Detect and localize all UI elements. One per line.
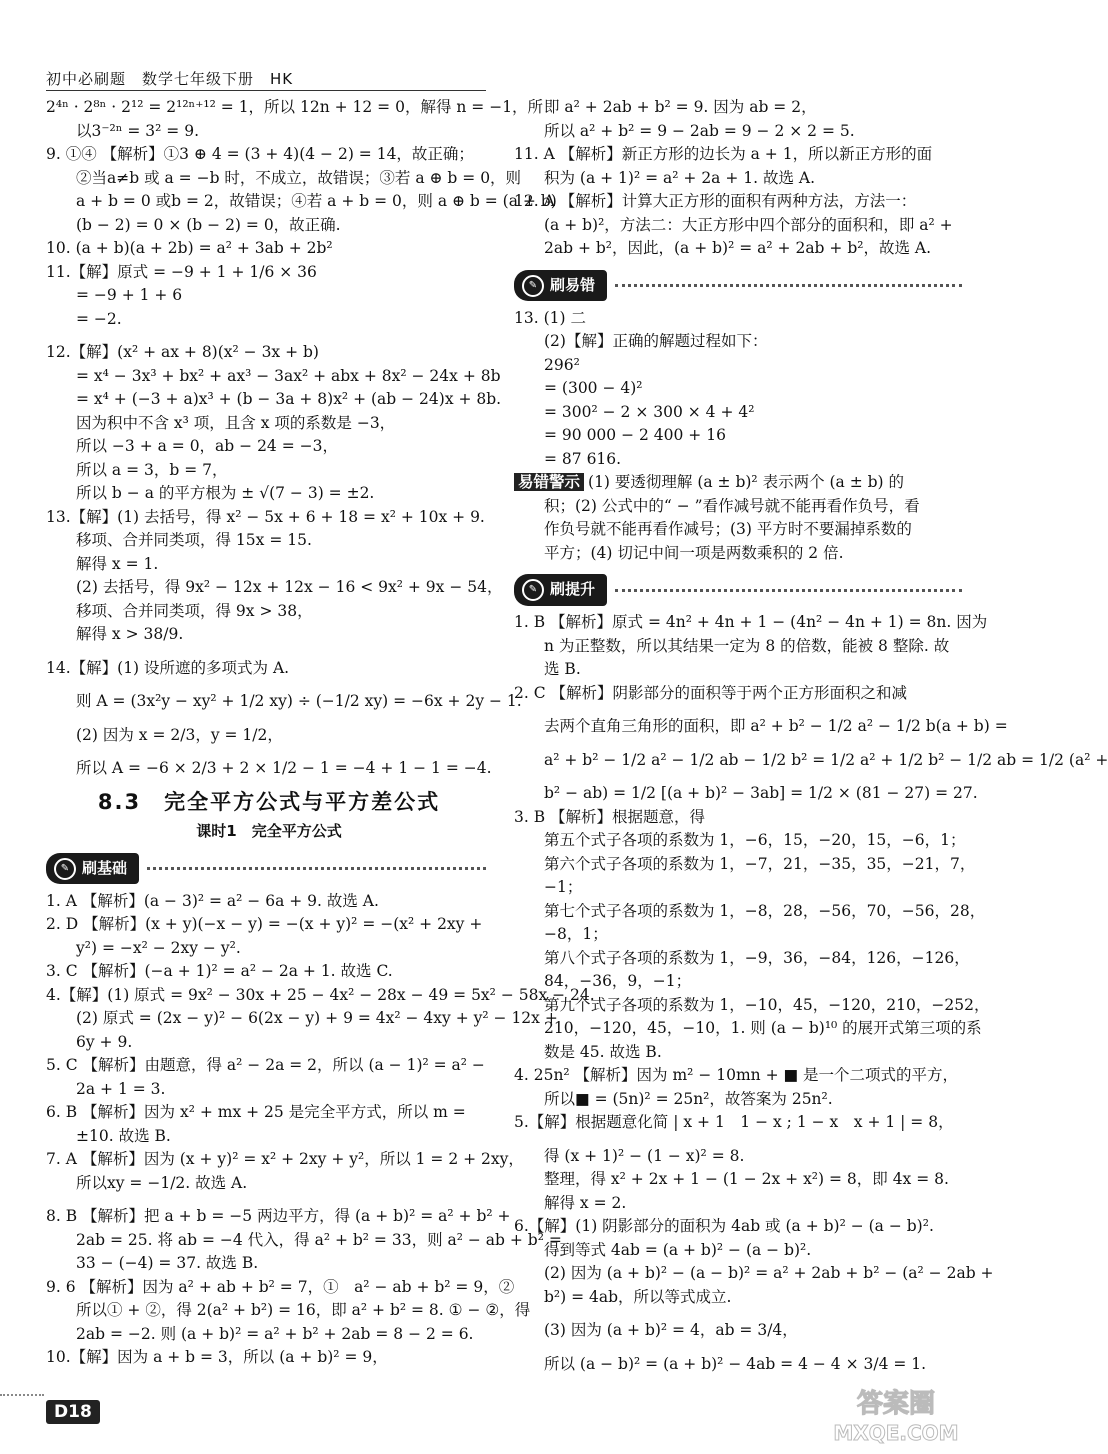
brush-icon: ✎ [522, 579, 544, 601]
text-line: 13. (1) 二 [514, 308, 586, 327]
text-line: 10.【解】因为 a + b = 3，所以 (a + b)² = 9， [46, 1348, 388, 1366]
text-line: 选 B. [544, 660, 581, 678]
text-line: 5.【解】根据题意化简 | x + 1 1 − x ; 1 − x x + 1 | = 8， [514, 1113, 954, 1131]
text-line: 296² [544, 355, 580, 374]
spacer [46, 1195, 492, 1205]
text-line: 14.【解】(1) 设所遮的多项式为 A. [46, 658, 290, 677]
text-line: 数是 45. 故选 B. [544, 1042, 662, 1061]
banner-dots [147, 867, 486, 870]
text-line: 1. A 【解析】(a − 3)² = a² − 6a + 9. 故选 A. [46, 891, 379, 910]
text-line: 9. 6 【解析】因为 a² + ab + b² = 7，① a² − ab + b² = 9，② [46, 1277, 515, 1296]
text-line: 5. C 【解析】由题意，得 a² − 2a = 2，所以 (a − 1)² = a² − [46, 1056, 485, 1074]
banner-badge [514, 270, 607, 302]
text-line: 所以 a = 3，b = 7， [76, 460, 228, 479]
page-number-dots [0, 1394, 44, 1396]
text-line: 移项、合并同类项，得 15x = 15. [76, 531, 312, 549]
text-line: 得到等式 4ab = (a + b)² − (a − b)². [544, 1240, 812, 1259]
banner-dots [615, 589, 962, 592]
watermark-logo [806, 1382, 986, 1448]
text-line: 积；(2) 公式中的“ − ”看作减号就不能再看作负号，看 [544, 496, 920, 515]
text-line: ±10. 故选 B. [76, 1126, 171, 1145]
text-line: 2ab + b²，因此，(a + b)² = a² + 2ab + b²，故选 A. [544, 239, 932, 257]
text-line: 第九个式子各项的系数为 1，−10，45，−120，210，−252， [544, 995, 990, 1014]
text-line: 2. C 【解析】阴影部分的面积等于两个正方形面积之和减 [514, 683, 908, 702]
text-line: 8. B 【解析】把 a + b = −5 两边平方，得 (a + b)² = a² + b² + [46, 1207, 511, 1225]
text-line: (2) 因为 (a + b)² − (a − b)² = a² + 2ab + b² − (a² − 2ab + [544, 1264, 994, 1282]
spacer [46, 747, 492, 757]
text-line: 2a + 1 = 3. [76, 1079, 166, 1098]
text-line: 12.【解】(x² + ax + 8)(x² − 3x + b) [46, 343, 319, 361]
text-line: (3) 因为 (a + b)² = 4，ab = 3/4， [544, 1321, 798, 1339]
text-line: 6y + 9. [76, 1032, 133, 1051]
text-line: 第五个式子各项的系数为 1，−6，15，−20，15，−6，1； [544, 831, 966, 849]
text-line: 所以 −3 + a = 0，ab − 24 = −3， [76, 437, 338, 455]
text-line: 所以① + ②，得 2(a² + b²) = 16，即 a² + b² = 8. ① − ②，得 [76, 1301, 531, 1319]
banner-label: 刷易错 [550, 275, 596, 294]
text-line: 解得 x > 38/9. [76, 625, 184, 643]
text-line: 移项、合并同类项，得 9x > 38， [76, 601, 313, 620]
text-line: 4.【解】(1) 原式 = 9x² − 30x + 25 − 4x² − 28x − 49 = 5x² − 58x − 24. [46, 985, 595, 1004]
spacer [46, 647, 492, 657]
text-line: 2. D 【解析】(x + y)(−x − y) = −(x + y)² = −(x² + 2xy + [46, 915, 483, 933]
text-line: 1. B 【解析】原式 = 4n² + 4n + 1 − (4n² − 4n + 1) = 8n. 因为 [514, 613, 988, 631]
warning-tag: 易错警示 [514, 473, 584, 491]
text-line: 6.【解】(1) 阴影部分的面积为 4ab 或 (a + b)² − (a − b)². [514, 1217, 934, 1235]
banner-dots [615, 284, 962, 287]
text-line: = −9 + 1 + 6 [76, 286, 183, 304]
spacer [514, 739, 968, 749]
banner-badge [514, 574, 607, 606]
svg-text:答案圈: 答案圈 [856, 1389, 936, 1419]
text-line: 3. C 【解析】(−a + 1)² = a² − 2a + 1. 故选 C. [46, 962, 393, 980]
text-line: 2ab = 25. 将 ab = −4 代入，得 a² + b² = 33，则 a² − ab + b² = [76, 1230, 562, 1249]
text-line: (b − 2) = 0 × (b − 2) = 0，故正确. [76, 215, 341, 234]
section-banner [514, 269, 968, 303]
banner-label: 刷基础 [82, 858, 128, 877]
text-line: = −2. [76, 309, 122, 328]
spacer [514, 1135, 968, 1145]
text-line: b²) = 4ab，所以等式成立. [544, 1287, 732, 1306]
section-title: 8.3 完全平方公式与平方差公式 [97, 789, 441, 814]
spacer [514, 772, 968, 782]
section-banner [46, 852, 492, 886]
section-banner [514, 573, 968, 607]
spacer [514, 705, 968, 715]
text-line: 13.【解】(1) 去括号，得 x² − 5x + 6 + 18 = x² + 10x + 9. [46, 507, 485, 526]
text-line: −1； [544, 878, 583, 896]
text-line: a² + b² − 1/2 a² − 1/2 ab − 1/2 b² = 1/2 a² + 1/2 b² − 1/2 ab = 1/2 (a² + [544, 750, 1108, 769]
warning-line [514, 471, 968, 495]
text-line: (a + b)²，方法二：大正方形中四个部分的面积和，即 a² + [544, 215, 953, 234]
text-line: (2) 原式 = (2x − y)² − 6(2x − y) + 9 = 4x² − 4xy + y² − 12x + [76, 1009, 558, 1027]
text-line: 33 − (−4) = 37. 故选 B. [76, 1254, 259, 1272]
text-line: 所以 (a − b)² = (a + b)² − 4ab = 4 − 4 × 3/4 = 1. [544, 1354, 927, 1373]
text-line: 所以xy = −1/2. 故选 A. [76, 1173, 248, 1192]
lesson-title: 课时1 完全平方公式 [196, 822, 342, 840]
text-line: 第六个式子各项的系数为 1，−7，21，−35，35，−21，7， [544, 854, 976, 873]
text-line: 以3⁻²ⁿ = 3² = 9. [76, 121, 200, 140]
text-line: = x⁴ + (−3 + a)x³ + (b − 3a + 8)x² + (ab − 24)x + 8b. [76, 390, 502, 408]
banner-label: 刷提升 [550, 580, 596, 599]
text-line: 解得 x = 2. [544, 1193, 627, 1212]
text-line: a + b = 0 或b = 2，故错误；④若 a + b = 0，则 a ⊕ b = (a + b) [76, 192, 557, 210]
text-line: 2⁴ⁿ · 2⁸ⁿ · 2¹² = 2¹²ⁿ⁺¹² = 1，所以 12n + 12 = 0，解得 n = −1，所 [46, 98, 544, 116]
text-line: b² − ab) = 1/2 [(a + b)² − 3ab] = 1/2 × (81 − 27) = 27. [544, 784, 978, 802]
brush-icon: ✎ [522, 275, 544, 297]
text-line: (2) 因为 x = 2/3，y = 1/2， [76, 725, 283, 744]
text-line: 210，−120，45，−10，1. 则 (a − b)¹⁰ 的展开式第三项的系 [544, 1019, 982, 1037]
right-column [514, 96, 1108, 1376]
text-line: 去两个直角三角形的面积，即 a² + b² − 1/2 a² − 1/2 b(a + b) = [544, 717, 1008, 735]
text-line: = 300² − 2 × 300 × 4 + 4² [544, 402, 755, 421]
page-number: D18 [46, 1400, 100, 1424]
text-line: 作负号就不能再看作减号；(3) 平方时不要漏掉系数的 [544, 520, 912, 538]
text-line: −8，1； [544, 925, 608, 943]
text-line: (2)【解】正确的解题过程如下： [544, 332, 768, 350]
text-line: 11.【解】原式 = −9 + 1 + 1/6 × 36 [46, 262, 317, 281]
text-line: ②当a≠b 或 a = −b 时，不成立，故错误；③若 a ⊕ b = 0，则 [76, 168, 522, 187]
text-line: 因为积中不含 x³ 项，且含 x 项的系数是 −3， [76, 413, 396, 432]
warning-text: (1) 要透彻理解 (a ± b)² 表示两个 (a ± b) 的 [588, 473, 905, 491]
text-line: 整理，得 x² + 2x + 1 − (1 − 2x + x²) = 8，即 4x = 8. [544, 1170, 949, 1188]
text-line: 得 (x + 1)² − (1 − x)² = 8. [544, 1146, 745, 1165]
text-line: 所以■ = (5n)² = 25n²，故答案为 25n². [544, 1089, 833, 1108]
text-line: = 87 616. [544, 449, 622, 468]
text-line: = 90 000 − 2 400 + 16 [544, 426, 726, 444]
text-line: 6. B 【解析】因为 x² + mx + 25 是完全平方式，所以 m = [46, 1103, 466, 1121]
spacer [514, 1309, 968, 1319]
text-line: 解得 x = 1. [76, 554, 159, 573]
page-header: 初中必刷题 数学七年级下册 HK [46, 70, 294, 88]
text-line: 积为 (a + 1)² = a² + 2a + 1. 故选 A. [544, 168, 816, 187]
text-line: (2) 去括号，得 9x² − 12x + 12x − 16 < 9x² + 9x − 54， [76, 578, 503, 596]
text-line: = (300 − 4)² [544, 379, 643, 397]
text-line: 所以 b − a 的平方根为 ± √(7 − 3) = ±2. [76, 484, 375, 502]
text-line: 第七个式子各项的系数为 1，−8，28，−56，70，−56，28， [544, 901, 986, 920]
text-line: n 为正整数，所以其结果一定为 8 的倍数，能被 8 整除. 故 [544, 636, 950, 655]
header-rule [46, 90, 486, 91]
text-line: 第八个式子各项的系数为 1，−9，36，−84，126，−126， [544, 948, 970, 967]
text-line: 12. A 【解析】计算大正方形的面积有两种方法，方法一： [514, 192, 917, 210]
text-line: 2ab = −2. 则 (a + b)² = a² + b² + 2ab = 8 − 2 = 6. [76, 1324, 474, 1343]
text-line: 7. A 【解析】因为 (x + y)² = x² + 2xy + y²，所以 1 = 2 + 2xy， [46, 1150, 524, 1168]
text-line: 10. (a + b)(a + 2b) = a² + 3ab + 2b² [46, 239, 333, 257]
text-line: 所以 a² + b² = 9 − 2ab = 9 − 2 × 2 = 5. [544, 121, 855, 140]
spacer [46, 714, 492, 724]
text-line: 9. ①④ 【解析】①3 ⊕ 4 = (3 + 4)(4 − 2) = 14，故正确； [46, 145, 474, 163]
spacer [46, 680, 492, 690]
text-line: 平方；(4) 切记中间一项是两数乘积的 2 倍. [544, 543, 844, 562]
spacer [46, 331, 492, 341]
text-line: 84，−36，9，−1； [544, 972, 692, 990]
text-line: 11. A 【解析】新正方形的边长为 a + 1，所以新正方形的面 [514, 145, 933, 163]
banner-badge [46, 853, 139, 885]
brush-icon: ✎ [54, 858, 76, 880]
text-line: 4. 25n² 【解析】因为 m² − 10mn + ■ 是一个二项式的平方， [514, 1066, 959, 1084]
text-line: y²) = −x² − 2xy − y². [76, 938, 241, 957]
text-line: 则 A = (3x²y − xy² + 1/2 xy) ÷ (−1/2 xy) = −6x + 2y − 1. [76, 692, 522, 710]
text-line: 即 a² + 2ab + b² = 9. 因为 ab = 2， [544, 98, 817, 116]
spacer [514, 1343, 968, 1353]
text-line: 所以 A = −6 × 2/3 + 2 × 1/2 − 1 = −4 + 1 − 1 = −4. [76, 759, 492, 777]
svg-text:MXQE.COM: MXQE.COM [833, 1421, 959, 1445]
text-line: = x⁴ − 3x³ + bx² + ax³ − 3ax² + abx + 8x² − 24x + 8b [76, 366, 501, 385]
text-line: 3. B 【解析】根据题意，得 [514, 807, 706, 826]
